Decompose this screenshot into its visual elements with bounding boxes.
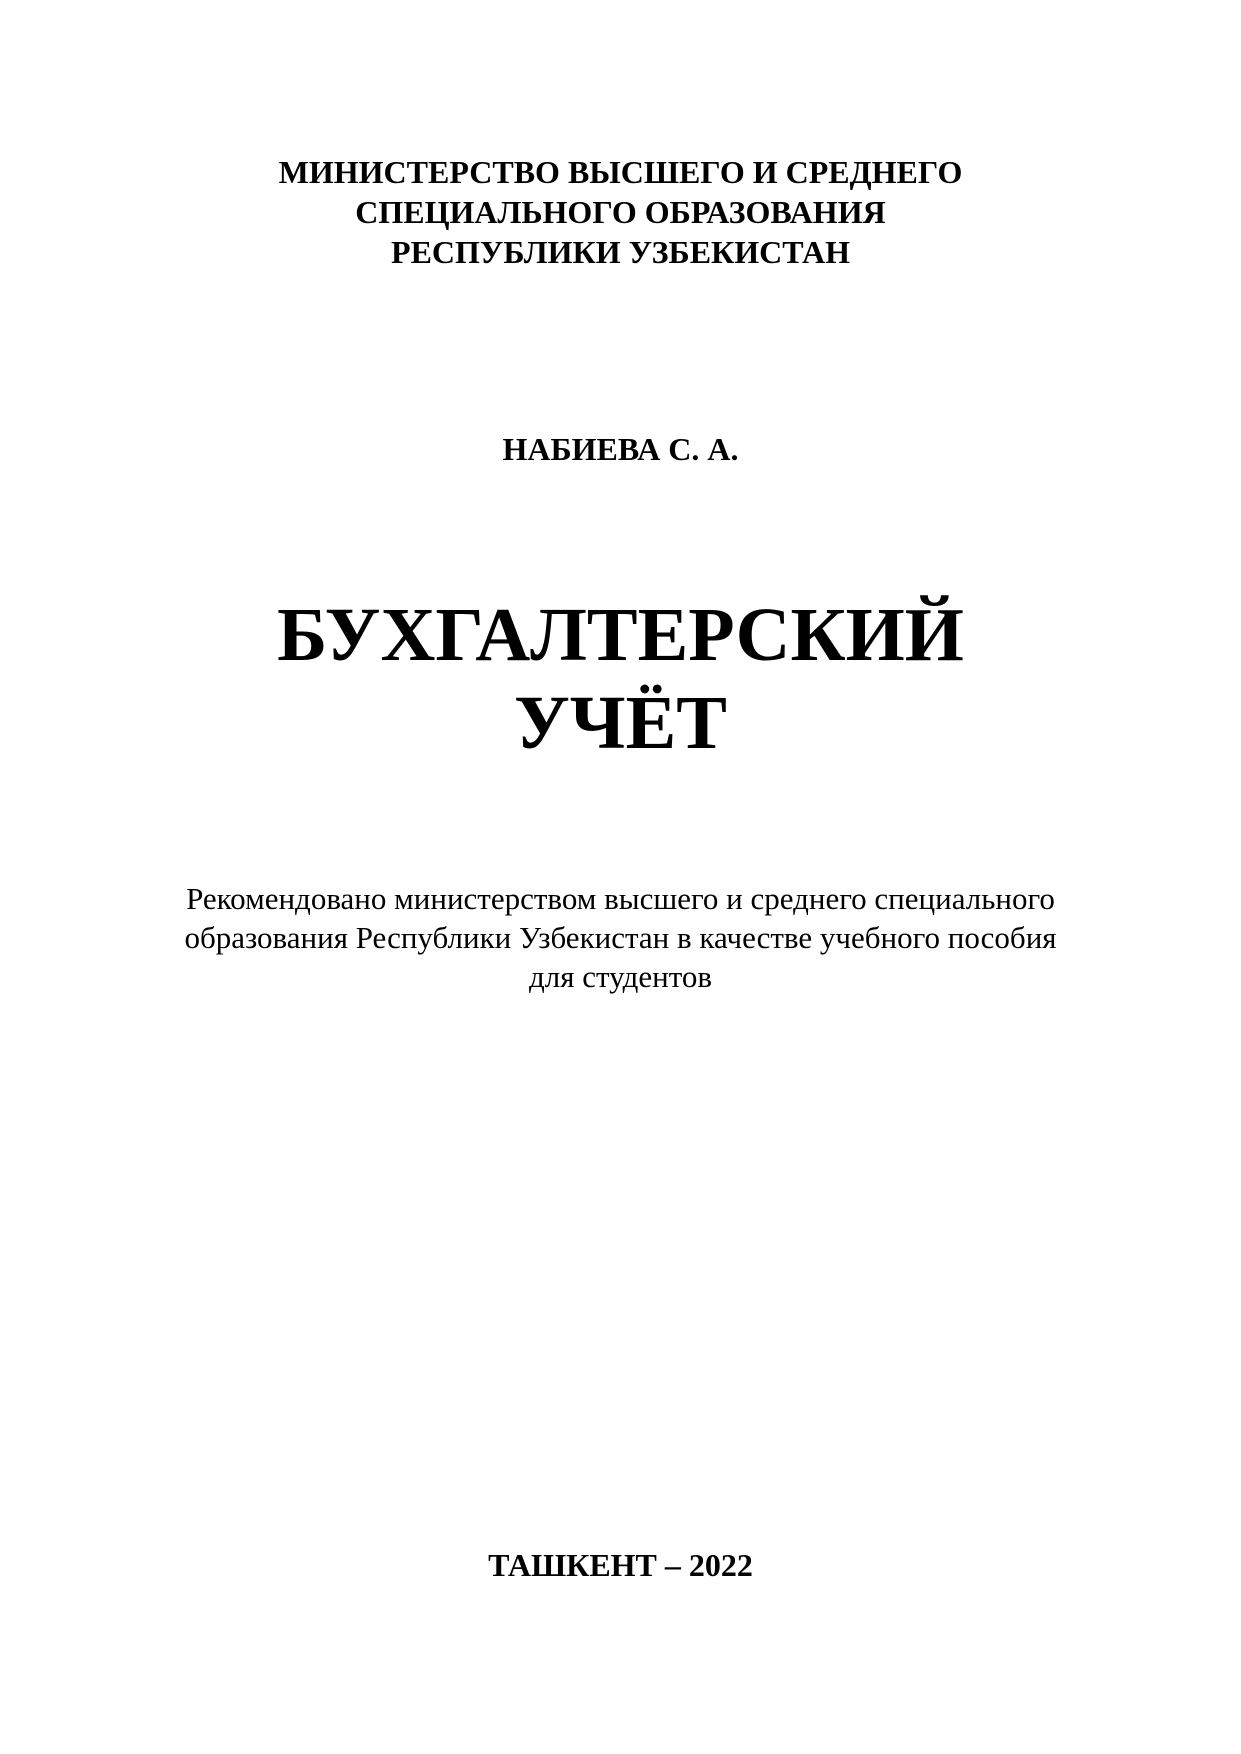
recommendation-line-3: для студентов: [528, 959, 713, 994]
ministry-line-2: СПЕЦИАЛЬНОГО ОБРАЗОВАНИЯ: [355, 194, 886, 230]
author-name: НАБИЕВА С. А.: [502, 431, 739, 467]
title-line-1: БУХГАЛТЕРСКИЙ: [277, 593, 964, 677]
recommendation-line-2: образования Республики Узбекистан в качестве учебного пособия: [184, 920, 1057, 955]
title-line-2: УЧЁТ: [514, 681, 727, 765]
ministry-line-3: РЕСПУБЛИКИ УЗБЕКИСТАН: [391, 234, 850, 270]
city-year: ТАШКЕНТ – 2022: [488, 1547, 753, 1583]
recommendation-line-1: Рекомендовано министерством высшего и среднего специального: [186, 881, 1055, 916]
ministry-line-1: МИНИСТЕРСТВО ВЫСШЕГО И СРЕДНЕГО: [278, 154, 963, 190]
